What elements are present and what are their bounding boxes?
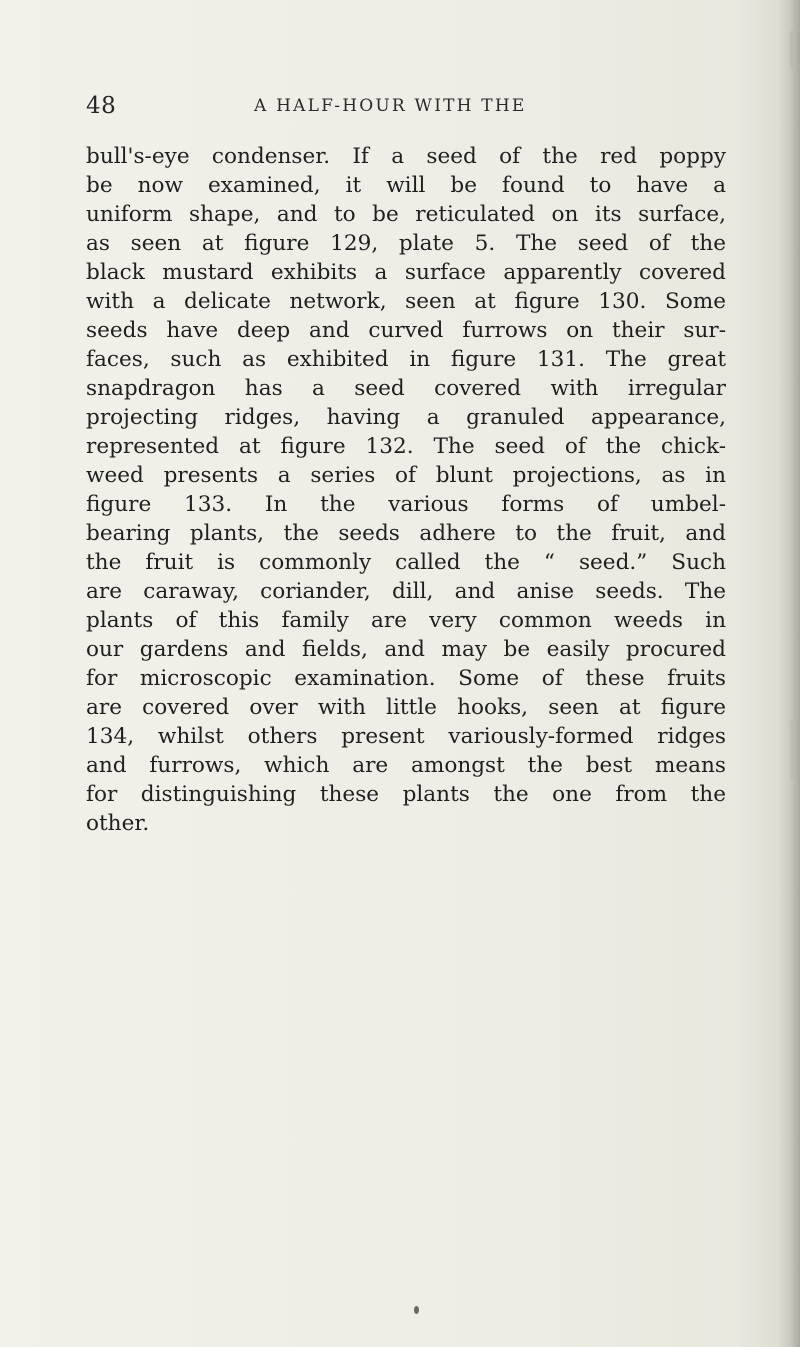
text-line: with a delicate network, seen at figure 130. Some xyxy=(86,289,726,314)
text-line: weed presents a series of blunt projections, as in xyxy=(86,463,726,488)
text-line: 134, whilst others present variously-formed ridges xyxy=(86,724,726,749)
text-line: represented at figure 132. The seed of the chick- xyxy=(86,434,726,459)
text-line: bull's-eye condenser. If a seed of the red poppy xyxy=(86,144,726,169)
text-line: as seen at figure 129, plate 5. The seed of the xyxy=(86,231,726,256)
text-line: are caraway, coriander, dill, and anise seeds. The xyxy=(86,579,726,604)
text-line: plants of this family are very common weeds in xyxy=(86,608,726,633)
page-number: 48 xyxy=(86,93,117,119)
text-line: faces, such as exhibited in figure 131. The great xyxy=(86,347,726,372)
text-line: black mustard exhibits a surface apparently covered xyxy=(86,260,726,285)
text-line: be now examined, it will be found to have a xyxy=(86,173,726,198)
text-line: for distinguishing these plants the one from the xyxy=(86,782,726,807)
edge-mark xyxy=(790,720,796,780)
text-line: and furrows, which are amongst the best means xyxy=(86,753,726,778)
text-line: are covered over with little hooks, seen at figure xyxy=(86,695,726,720)
page-edge-shadow xyxy=(778,0,800,1347)
page-header xyxy=(86,93,726,123)
text-line: for microscopic examination. Some of these fruits xyxy=(86,666,726,691)
edge-mark xyxy=(790,30,796,70)
body-paragraph xyxy=(86,142,726,838)
text-line: our gardens and fields, and may be easily procured xyxy=(86,637,726,662)
text-line: the fruit is commonly called the “ seed.” Such xyxy=(86,550,726,575)
text-line: snapdragon has a seed covered with irregular xyxy=(86,376,726,401)
running-head: A HALF-HOUR WITH THE xyxy=(254,96,527,116)
text-line: projecting ridges, having a granuled appearance, xyxy=(86,405,726,430)
text-line-last: other. xyxy=(86,811,150,836)
text-line: figure 133. In the various forms of umbel- xyxy=(86,492,726,517)
text-line: seeds have deep and curved furrows on their sur- xyxy=(86,318,726,343)
text-line: bearing plants, the seeds adhere to the fruit, and xyxy=(86,521,726,546)
ink-speck xyxy=(414,1306,419,1314)
text-line: uniform shape, and to be reticulated on its surface, xyxy=(86,202,726,227)
